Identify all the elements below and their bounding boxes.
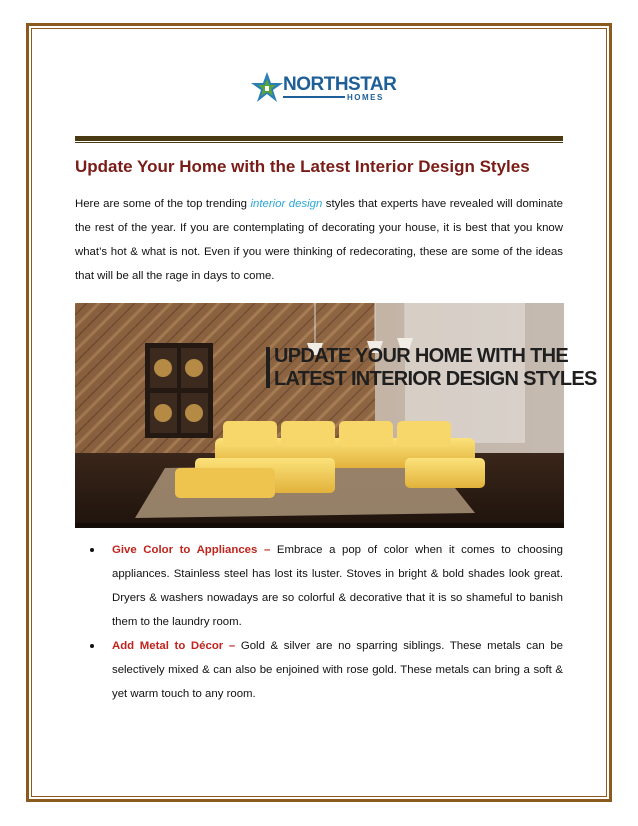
intro-text-before: Here are some of the top trending <box>75 198 251 210</box>
hero-accent-bar <box>266 347 270 388</box>
hero-headline-line-2: LATEST INTERIOR DESIGN STYLES <box>274 368 597 390</box>
bullet-icon <box>90 548 94 552</box>
hero-text-overlay <box>75 303 597 528</box>
list-item <box>75 538 563 634</box>
list-item <box>75 634 563 706</box>
intro-text-after: styles that experts have revealed will dominate the rest of the year. If you are contemplating of decorating your house, it is best that you know what’s hot & what is not. Even if you were thinking of redecorating, these are some of the ideas that will be all the rage in days to come. <box>75 198 563 282</box>
intro-paragraph <box>75 192 563 288</box>
bullet-icon <box>90 644 94 648</box>
interior-design-link[interactable]: interior design <box>250 198 323 210</box>
bullet-text: Gold & silver are no sparring siblings. These metals can be selectively mixed & can also be enjoined with rose gold. These metals can bring a soft & yet warm touch to any room. <box>112 640 563 700</box>
bullet-text: Embrace a pop of color when it comes to choosing appliances. Stainless steel has lost its luster. Stoves in bright & bold shades look great. Dryers & washers nowadays are so colorful & decorative that it is so shameful to banish them to the laundry room. <box>112 544 563 628</box>
logo-sub-text: HOMES <box>347 93 384 102</box>
bullet-heading: Add Metal to Décor – <box>112 640 236 652</box>
logo-brand-text: NORTHSTAR <box>283 74 397 95</box>
bullet-heading: Give Color to Appliances – <box>112 544 271 556</box>
article-title: Update Your Home with the Latest Interior Design Styles <box>75 157 530 176</box>
logo-underline <box>283 96 345 98</box>
star-icon <box>250 71 284 107</box>
tips-list <box>75 538 563 706</box>
header-rule-thin <box>75 142 563 143</box>
northstar-logo <box>250 71 395 107</box>
header-rule <box>75 136 563 141</box>
hero-headline-line-1: UPDATE YOUR HOME WITH THE <box>274 345 568 367</box>
hero-image <box>75 303 597 528</box>
